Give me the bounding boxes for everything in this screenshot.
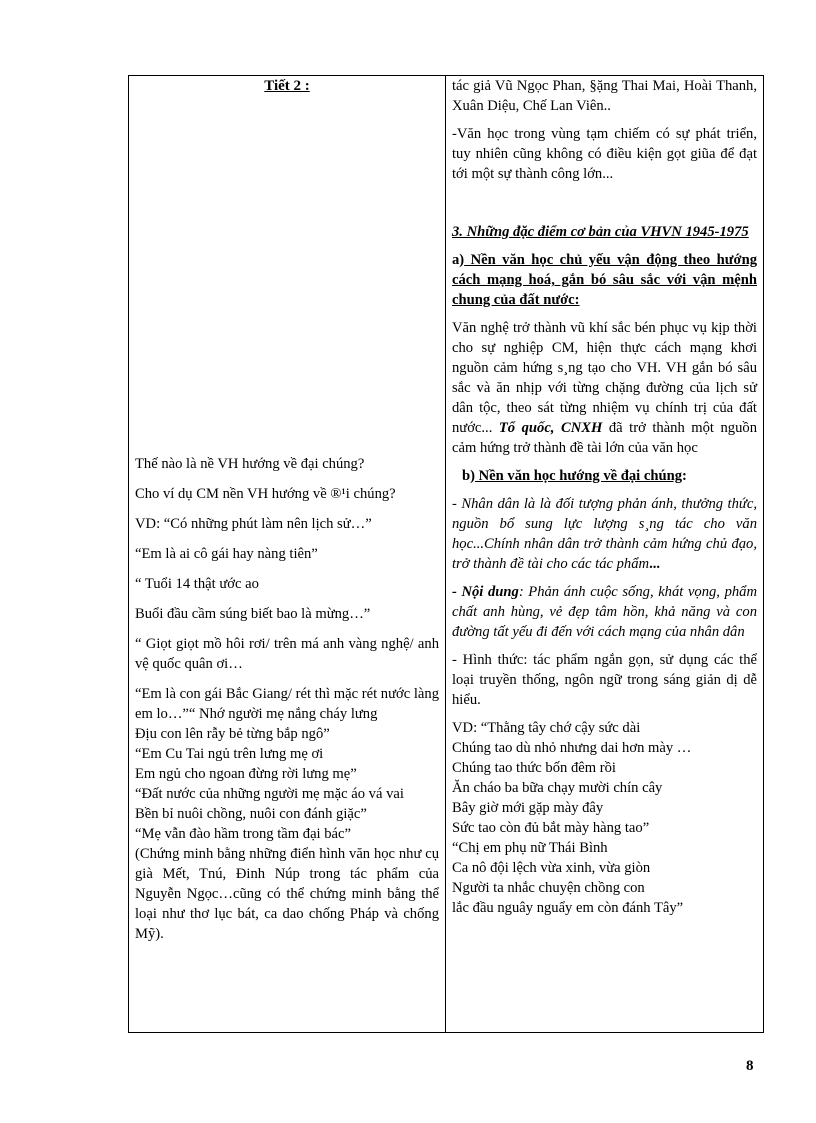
subheading-b-text: Nền văn học hướng về đại chúng	[474, 468, 682, 484]
paragraph-b2-label: - Nội dung	[452, 584, 519, 600]
example-line: Buổi đầu cầm súng biết bao là mừng…”	[135, 606, 371, 622]
verse-line: lắc đầu nguây nguẩy em còn đánh Tây”	[452, 900, 684, 916]
left-questions	[135, 454, 439, 944]
verse-line: Sức tao còn đủ bắt mày hàng tao”	[452, 820, 650, 836]
example-line: “Đất nước của những người mẹ mặc áo vá vai	[135, 786, 404, 802]
right-column	[446, 76, 763, 1032]
paragraph-a-part1: Văn nghệ trở thành vũ khí sắc bén phục vụ kịp thời cho sự nghiệp CM, hiện thực cách mạng khơi nguồn cảm hứng s¸ng tạo cho VH. VH gắn bó sâu sắc và ăn nhịp với từng chặng đường của lịch sử dân tộc, theo sát từng nhiệm vụ chính trị của đất nước...	[452, 320, 757, 436]
authors-paragraph: tác giả Vũ Ngọc Phan, §ặng Thai Mai, Hoài Thanh, Xuân Diệu, Chế Lan Viên..	[452, 78, 757, 114]
paragraph-b1	[452, 494, 757, 574]
paragraph-a	[452, 318, 757, 458]
subheading-a	[452, 250, 757, 310]
occupied-zone-paragraph: -Văn học trong vùng tạm chiếm có sự phát triển, tuy nhiên cũng không có điều kiện gọt giũa để đạt tới một sự thành công lớn...	[452, 126, 757, 182]
example-line: “Mẹ vẫn đào hầm trong tầm đại bác”	[135, 826, 351, 842]
question-2: Cho ví dụ CM nền VH hướng về ®¹i chúng?	[135, 486, 396, 502]
left-column	[129, 76, 446, 1032]
paragraph-b1-text: - Nhân dân là là đối tượng phản ánh, thưởng thức, nguồn bổ sung lực lượng s¸ng tác cho văn học...Chính nhân dân trở thành cảm hứng chủ đạo, trở thành đề tài cho các tác phẩm	[452, 496, 757, 572]
example-line: Bền bỉ nuôi chồng, nuôi con đánh giặc”	[135, 806, 367, 822]
verse-line: “Chị em phụ nữ Thái Bình	[452, 840, 608, 856]
subheading-a-prefix: a)	[452, 252, 465, 268]
verse-line: Bây giờ mới gặp mày đây	[452, 800, 604, 816]
paragraph-a-part2: đã trở thành một nguồn cảm hứng trở thành đề tài lớn của văn học	[452, 420, 757, 456]
paragraph-b2	[452, 582, 757, 642]
verse-line: VD: “Thằng tây chớ cậy sức dài	[452, 720, 641, 736]
example-line: “Em Cu Tai ngủ trên lưng mẹ ơi	[135, 746, 324, 762]
page-number: 8	[746, 1058, 754, 1074]
subheading-a-text: Nền văn học chủ yếu vận động theo hướng cách mạng hoá, gắn bó sâu sắc với vận mệnh chung của đất nước:	[452, 252, 757, 308]
example-line: “ Giọt giọt mồ hôi rơi/ trên má anh vàng nghệ/ anh vệ quốc quân ơi…	[135, 636, 439, 672]
right-notes	[452, 76, 757, 918]
subheading-b-prefix: b)	[462, 468, 475, 484]
subheading-b-colon: :	[682, 468, 687, 484]
example-line: “ Tuổi 14 thật ước ao	[135, 576, 259, 592]
paragraph-b3: - Hình thức: tác phẩm ngắn gọn, sử dụng các thể loại truyền thống, ngôn ngữ trong sáng giản dị dễ hiểu.	[452, 652, 757, 708]
example-line: Em ngủ cho ngoan đừng rời lưng mẹ”	[135, 766, 357, 782]
paragraph-b1-end: ...	[649, 556, 661, 572]
proof-note: (Chứng minh bằng những điển hình văn học như cụ già Mết, Tnú, Đinh Núp trong tác phẩm của Nguyễn Ngọc…cũng có thể chứng minh bằng thể loại như thơ lục bát, ca dao chống Pháp và chống Mỹ).	[135, 846, 439, 942]
example-line: Địu con lên rẫy bẻ từng bắp ngô”	[135, 726, 330, 742]
subheading-b	[452, 466, 757, 486]
verse-line: Chúng tao dù nhỏ nhưng dai hơn mày …	[452, 740, 692, 756]
paragraph-b2-text: : Phản ánh cuộc sống, khát vọng, phẩm chất anh hùng, vẻ đẹp tâm hồn, khả năng và con đường tất yếu đi đến với cách mạng của nhân dân	[452, 584, 758, 640]
lesson-table	[128, 75, 764, 1033]
example-line: “Em là ai cô gái hay nàng tiên”	[135, 546, 318, 562]
verse-line: Chúng tao thức bốn đêm rồi	[452, 760, 616, 776]
verse-line: Người ta nhắc chuyện chồng con	[452, 880, 645, 896]
verse-line: Ăn cháo ba bữa chạy mười chín cây	[452, 780, 663, 796]
example-line: “Em là con gái Bắc Giang/ rét thì mặc rét nước làng em lo…”“ Nhớ người mẹ nắng cháy lưng	[135, 686, 439, 722]
example-line: VD: “Có những phút làm nên lịch sử…”	[135, 516, 372, 532]
question-1: Thế nào là nề VH hướng về đại chúng?	[135, 456, 365, 472]
section-3-heading: 3. Những đặc điểm cơ bản của VHVN 1945-1975	[452, 224, 749, 240]
lesson-period-heading: Tiết 2 :	[264, 78, 310, 94]
paragraph-a-emphasis: Tổ quốc, CNXH	[498, 420, 603, 436]
verse-line: Ca nô đội lệch vừa xinh, vừa giòn	[452, 860, 651, 876]
